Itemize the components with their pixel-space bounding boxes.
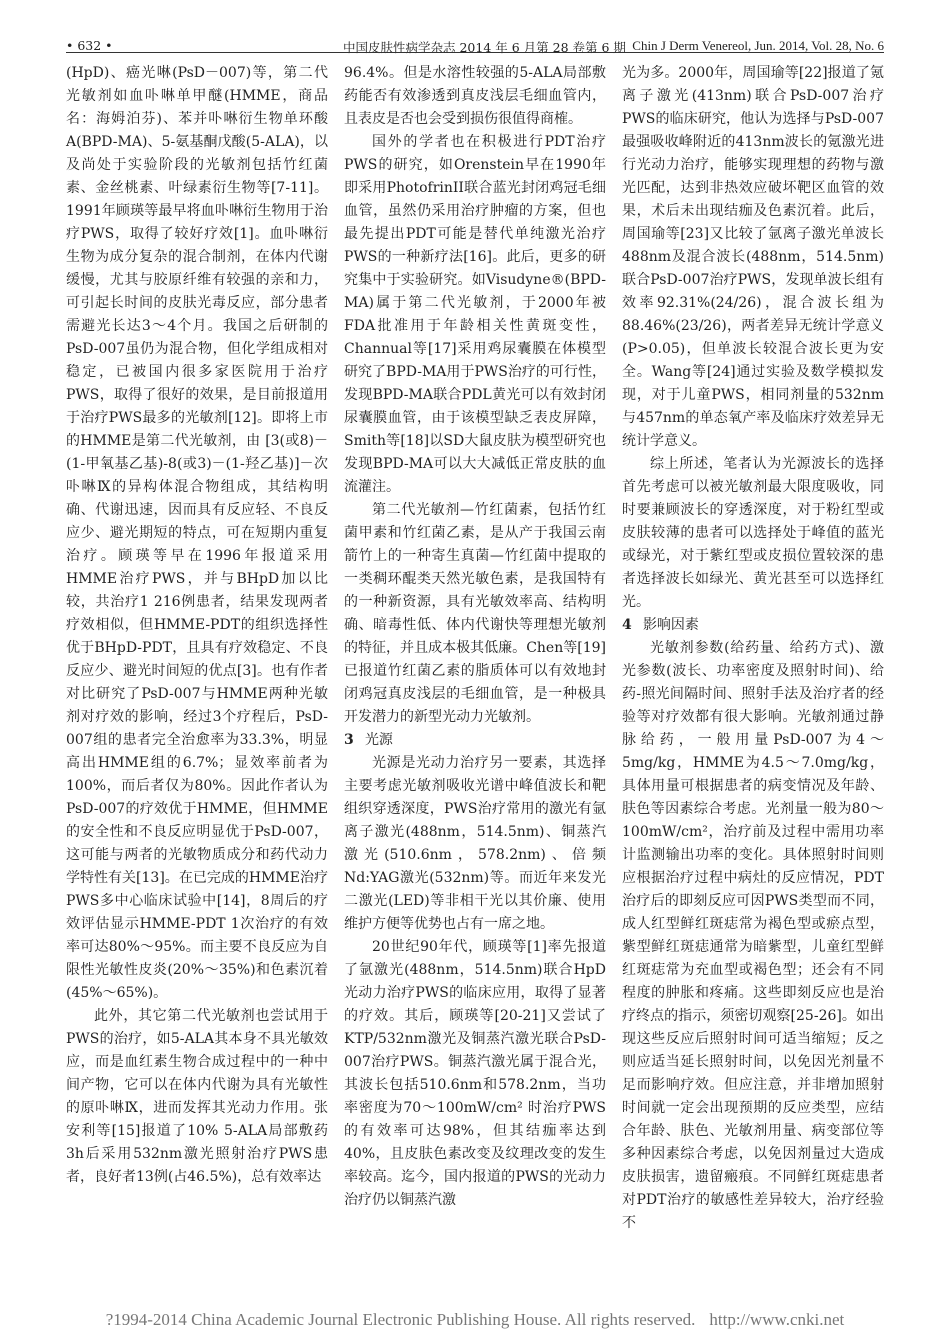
paragraph: 综上所述，笔者认为光源波长的选择首先考虑可以被光敏剂最大限度吸收，同时要兼顾波长的穿透深度，对于粉红型或皮肤较薄的患者可以选择处于峰值的蓝光或绿光，对于紫红型或皮损位置较深的患者选择波长如绿光、黄光甚至可以选择红光。: [622, 456, 884, 610]
section-heading-4: [622, 614, 884, 637]
journal-title-en: Chin J Derm Venereol, Jun. 2014, Vol. 28, No. 6: [632, 38, 884, 53]
section-number: 4: [622, 617, 632, 633]
running-header: [66, 28, 884, 55]
footer-url[interactable]: http://www.cnki.net: [709, 1310, 845, 1329]
column-right: [622, 62, 884, 1235]
section-title: 影响因素: [642, 617, 699, 633]
column-middle: [344, 62, 606, 1212]
paragraph: 此外，其它第二代光敏剂也尝试用于PWS的治疗，如5-ALA其本身不具光敏效应，而是血红素生物合成过程中的一种中间产物，它可以在体内代谢为具有光敏性的原卟啉Ⅸ，进而发挥其光动力作用。张安利等[15]报道了10% 5-ALA局部敷药3h后采用532nm激光照射治疗PWS患者，良好者13例(占46.5%)，总有效率达: [66, 1008, 328, 1185]
paragraph: 光为多。2000年，周国瑜等[22]报道了氪离子激光(413nm)联合PsD-007治疗PWS的临床研究，他认为选择与PsD-007最强吸收峰附近的413nm波长的氪激光进行光动力治疗，能够实现理想的药物与激光匹配，达到非热效应破坏靶区血管的效果，术后未出现结痂及色素沉着。此后，周国瑜等[23]又比较了氩离子激光单波长488nm及混合波长(488nm，514.5nm)联合PsD-007治疗PWS，发现单波长组有效率92.31%(24/26)，混合波长组为88.46%(23/26)，两者差异无统计学意义(P>0.05)，但单波长较混合波长更为安全。Wang等[24]通过实验及数学模拟发现，对于儿童PWS，相同剂量的532nm与457nm的单态氧产率及临床疗效差异无统计学意义。: [622, 65, 884, 449]
journal-title-cn: 中国皮肤性病学杂志 2014 年 6 月第 28 卷第 6 期: [343, 40, 626, 55]
section-number: 3: [344, 732, 354, 748]
section-heading-3: [344, 729, 606, 752]
paragraph: 20世纪90年代，顾瑛等[1]率先报道了氩激光(488nm，514.5nm)联合HpD光动力治疗PWS的临床应用，取得了显著的疗效。其后，顾瑛等[20-21]又尝试了KTP/532nm激光及铜蒸汽激光联合PsD-007治疗PWS。铜蒸汽激光属于混合光，其波长包括510.6nm和578.2nm，当功率密度为70～100mW/cm² 时治疗PWS的有效率可达98%，但其结痂率达到40%，且皮肤色素改变及纹理改变的发生率较高。迄今，国内报道的PWS的光动力治疗仍以铜蒸汽激: [344, 939, 606, 1208]
column-left: [66, 62, 328, 1189]
paragraph: 96.4%。但是水溶性较强的5-ALA局部敷药能否有效渗透到真皮浅层毛细血管内，且表皮是否也会受到损伤很值得商榷。: [344, 65, 606, 127]
header-rule: [66, 52, 884, 53]
paragraph: (HpD)、癌光啉(PsD－007)等，第二代光敏剂如血卟啉单甲醚(HMME，商品名：海姆泊芬)、苯并卟啉衍生物单环酸A(BPD-MA)、5-氨基酮戊酸(5-ALA)，以及尚处于实验阶段的光敏剂包括竹红菌素、金丝桃素、叶绿素衍生物等[7-11]。1991年顾瑛等最早将血卟啉衍生物用于治疗PWS，取得了较好疗效[1]。血卟啉衍生物为成分复杂的混合制剂，在体内代谢缓慢，尤其与胶原纤维有较强的亲和力，可引起长时间的皮肤光毒反应，部分患者需避光长达3～4个月。我国之后研制的PsD-007虽仍为混合物，但化学组成相对稳定，已被国内很多家医院用于治疗PWS，取得了很好的效果，是目前报道用于治疗PWS最多的光敏剂[12]。即将上市的HMME是第二代光敏剂，由 [3(或8)－(1-甲氧基乙基)-8(或3)－(1-羟乙基)]－次卟啉Ⅸ的异构体混合物组成，其结构明确、代谢迅速，因而具有反应轻、不良反应少、避光期短的特点，可在短期内重复治疗。顾瑛等早在1996年报道采用HMME治疗PWS，并与BHpD加以比较，共治疗1 216例患者，结果发现两者疗效相似，但HMME-PDT的组织选择性优于BHpD-PDT，且具有疗效稳定、不良反应少、避光时间短的优点[3]。也有作者对比研究了PsD-007与HMME两种光敏剂对疗效的影响，经过3个疗程后，PsD-007组的患者完全治愈率为33.3%，明显高出HMME组的6.7%；显效率前者为100%，而后者仅为80%。因此作者认为PsD-007的疗效优于HMME，但HMME的安全性和不良反应明显优于PsD-007，这可能与两者的光敏物质成分和药代动力学特性有关[13]。在已完成的HMME治疗PWS多中心临床试验中[14]，8周后的疗效评估显示HMME-PDT 1次治疗的有效率可达80%～95%。而主要不良反应为自限性光敏性皮炎(20%～35%)和色素沉着(45%～65%)。: [66, 65, 328, 1001]
paragraph: 光源是光动力治疗另一要素，其选择主要考虑光敏剂吸收光谱中峰值波长和靶组织穿透深度，PWS治疗常用的激光有氩离子激光(488nm，514.5nm)、铜蒸汽激光(510.6nm，578.2nm)、倍频Nd:YAG激光(532nm)等。而近年来发光二激光(LED)等非相干光以其价廉、使用维护方便等优势也占有一席之地。: [344, 755, 606, 932]
paragraph: 国外的学者也在积极进行PDT治疗PWS的研究，如Orenstein早在1990年即采用PhotofrinII联合蓝光封闭鸡冠毛细血管，虽然仍采用治疗肿瘤的方案，但也最先提出PDT可能是替代单纯激光治疗PWS的一种新疗法[16]。此后，更多的研究集中于实验研究。如Visudyne®(BPD-MA)属于第二代光敏剂，于2000年被FDA批准用于年龄相关性黄斑变性，Channual等[17]采用鸡尿囊膜在体模型研究了BPD-MA用于PWS治疗的可行性，发现BPD-MA联合PDL黄光可以有效封闭尿囊膜血管，由于该模型缺乏表皮屏障，Smith等[18]以SD大鼠皮肤为模型研究也发现BPD-MA可以大大减低正常皮肤的血流灌注。: [344, 134, 606, 495]
page-number: • 632 •: [66, 38, 113, 53]
paragraph: 第二代光敏剂—竹红菌素，包括竹红菌甲素和竹红菌乙素，是从产于我国云南箭竹上的一种寄生真菌—竹红菌中提取的一类稠环醌类天然光敏色素，是我国特有的一种新资源，具有光敏效率高、结构明确、暗毒性低、体内代谢快等理想光敏剂的特征，并且成本极其低廉。Chen等[19]已报道竹红菌乙素的脂质体可以有效地封闭鸡冠真皮浅层的毛细血管，是一种极具开发潜力的新型光动力光敏剂。: [344, 502, 606, 725]
paragraph: 光敏剂参数(给药量、给药方式)、激光参数(波长、功率密度及照射时间)、给药-照光间隔时间、照射手法及治疗者的经验等对疗效都有很大影响。光敏剂通过静脉给药，一般用量PsD-007为4～5mg/kg，HMME为4.5～7.0mg/kg，具体用量可根据患者的病变情况及年龄、肤色等因素综合考虑。光剂量一般为80～100mW/cm²，治疗前及过程中需用功率计监测输出功率的变化。具体照射时间则应根据治疗过程中病灶的反应情况，PDT治疗后的即刻反应可因PWS类型而不同，成人红型鲜红斑痣常为褐色型或瘀点型，紫型鲜红斑痣通常为暗紫型，儿童红型鲜红斑痣常为充血型或褐色型；还会有不同程度的肿胀和疼痛。这些即刻反应也是治疗终点的指示，须密切观察[25-26]。如出现这些反应后照射时间可适当缩短；反之则应适当延长照射时间，以免因光剂量不足而影响疗效。但应注意，并非增加照射时间就一定会出现预期的反应类型，应结合年龄、肤色、光敏剂用量、病变部位等多种因素综合考虑，以免因剂量过大造成皮肤损害，遗留瘢痕。不同鲜红斑痣患者对PDT治疗的敏感性差异较大，治疗经验不: [622, 640, 884, 1231]
copyright-notice: ?1994-2014 China Academic Journal Electronic Publishing House. All rights reserved.: [105, 1310, 696, 1329]
section-title: 光源: [364, 732, 393, 748]
footer: [0, 1310, 950, 1330]
